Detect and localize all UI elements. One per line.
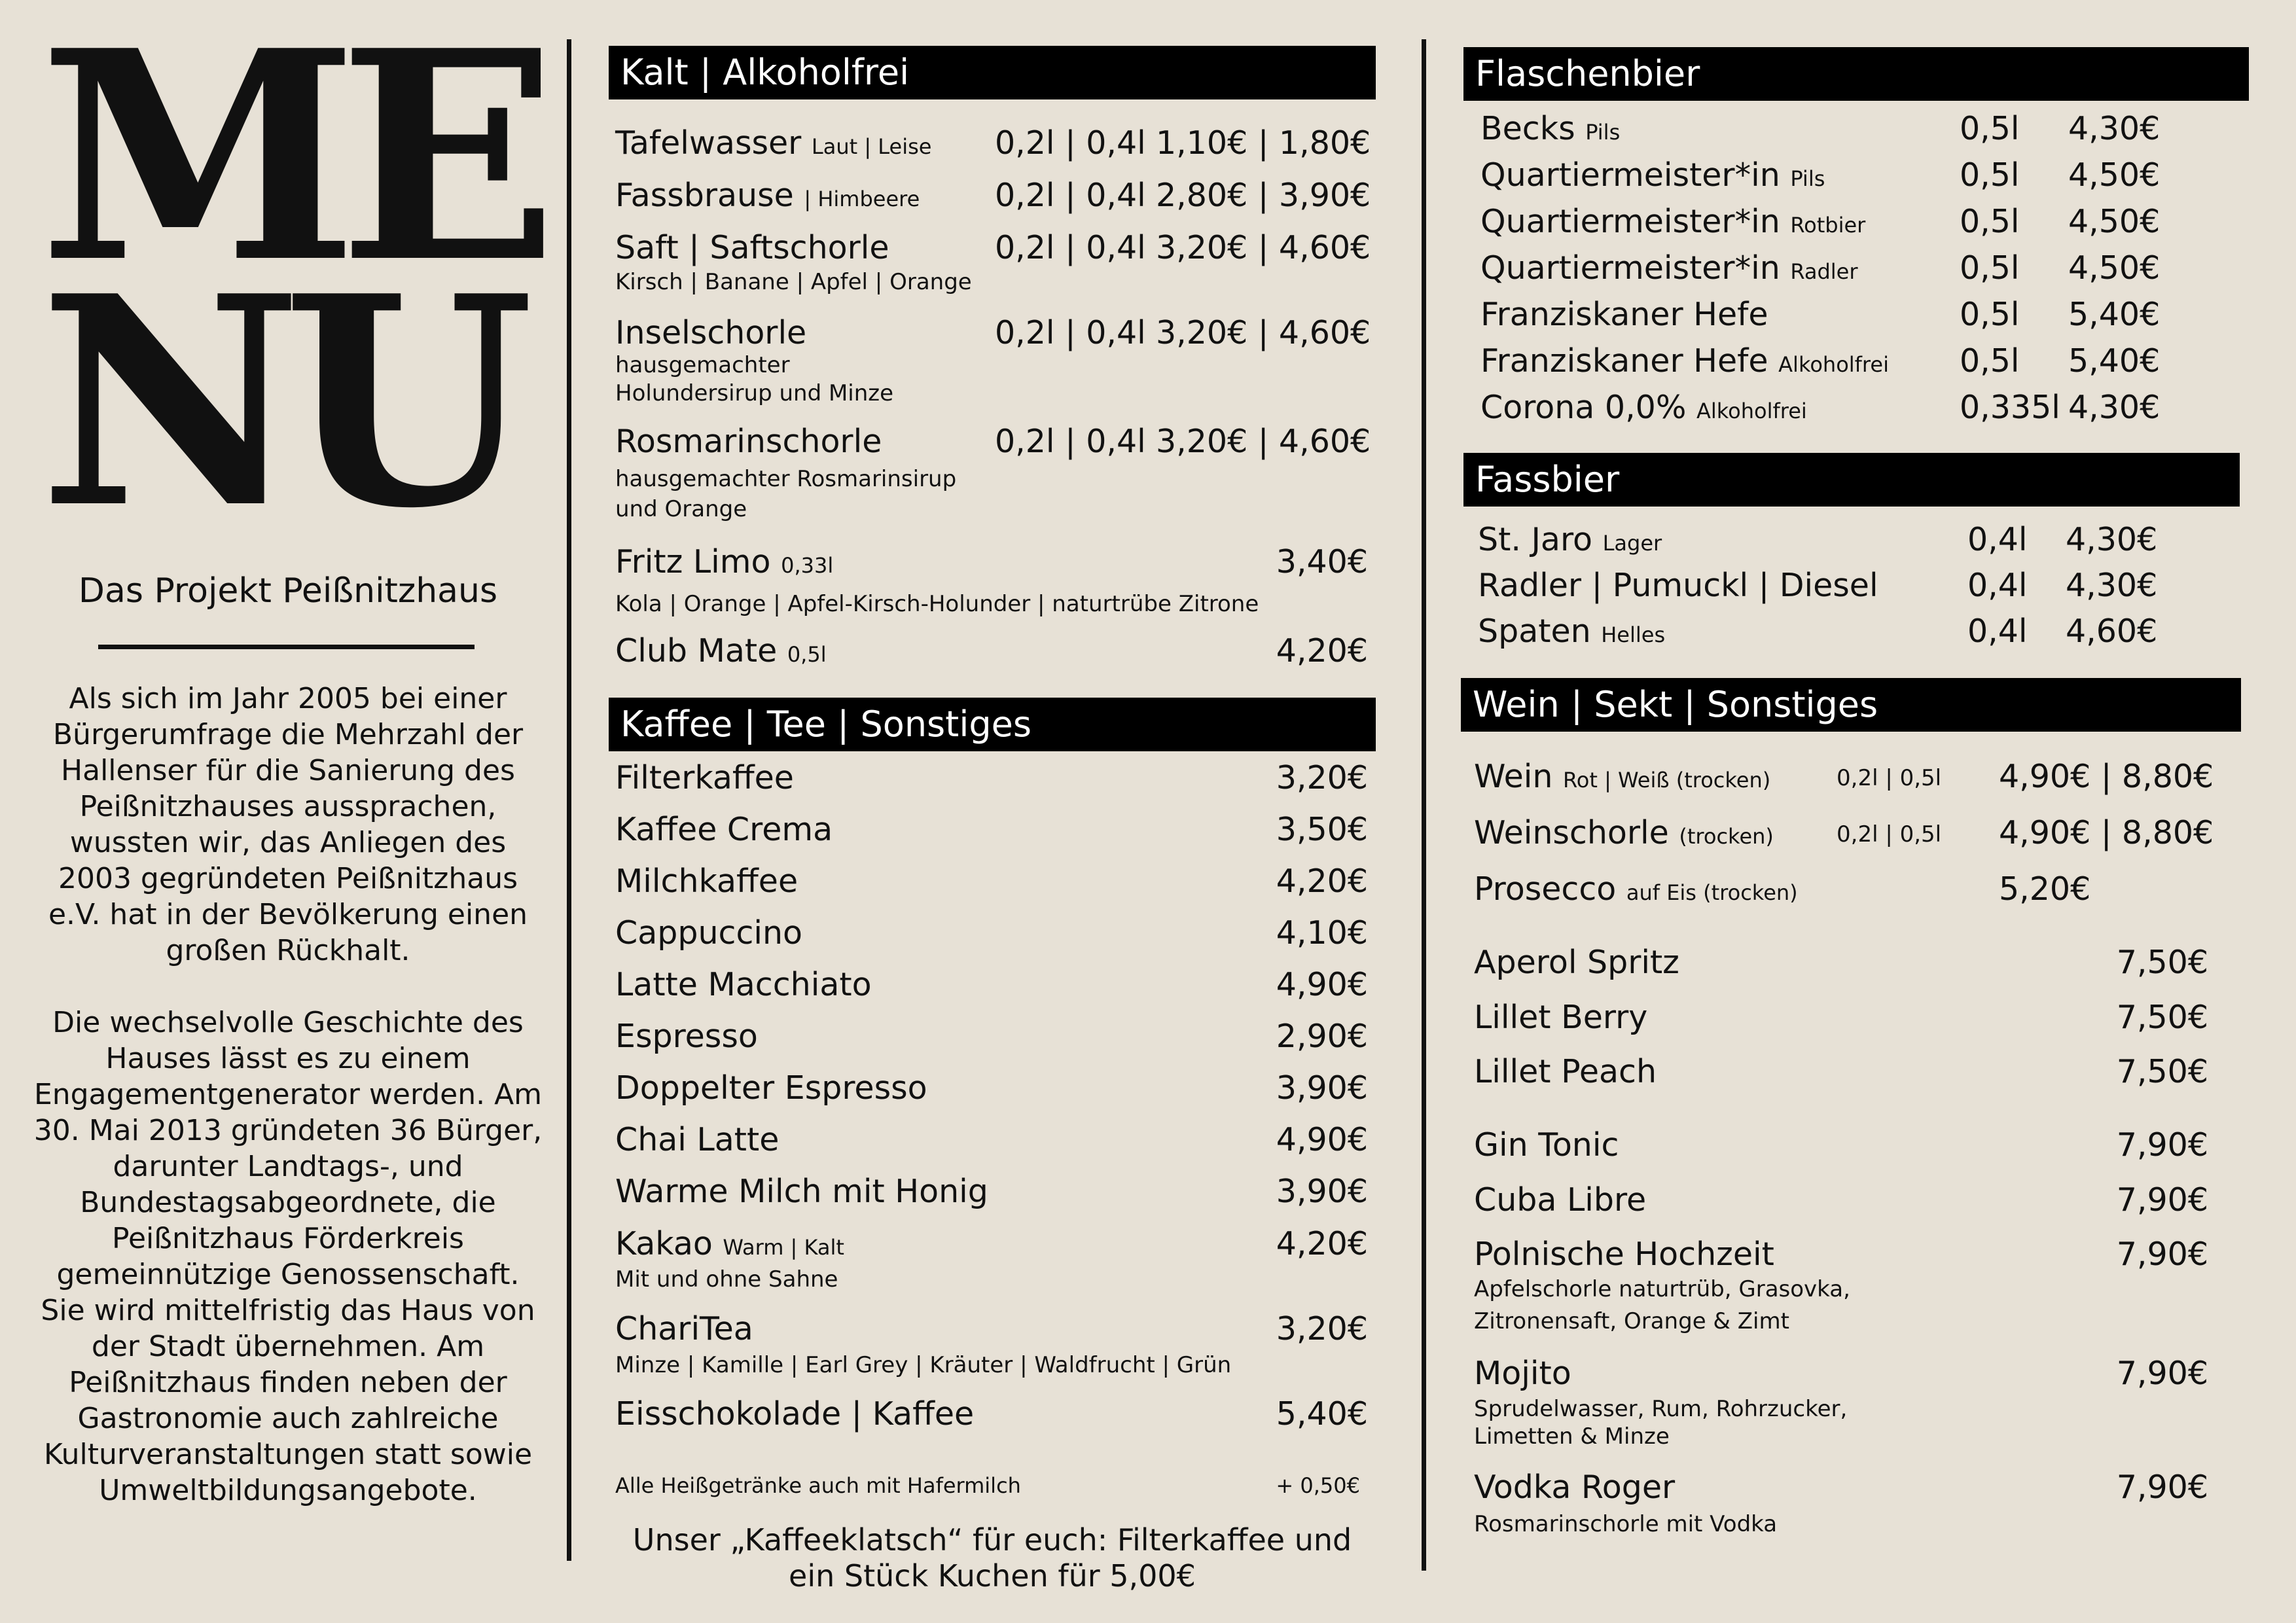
item-size: 0,5l (1960, 156, 2020, 194)
menu-item (1474, 870, 1798, 908)
menu-item (615, 1225, 844, 1262)
item-size: 0,2l | 0,5l (1837, 765, 1942, 791)
item-size: 0,2l | 0,4l (995, 177, 1146, 214)
item-name: Spaten (1478, 613, 1591, 650)
item-note: Rot | Weiß (trocken) (1562, 768, 1771, 793)
item-size: 0,335l (1960, 389, 2060, 426)
item-name: Kakao (615, 1225, 713, 1262)
item-name: Prosecco (1474, 870, 1617, 908)
item-price: 4,50€ (2068, 249, 2161, 287)
section-heading-kalt: Kalt | Alkoholfrei (609, 46, 1376, 99)
item-name: Lillet Peach (1474, 1053, 1657, 1090)
item-size: 0,4l (1967, 521, 2028, 558)
item-note: Alkoholfrei (1696, 399, 1807, 423)
item-description: Sprudelwasser, Rum, Rohrzucker, (1474, 1396, 1848, 1422)
item-price: 3,50€ (1276, 811, 1368, 848)
item-price: 4,20€ (1276, 632, 1368, 669)
menu-item (1480, 205, 1865, 238)
item-name: Becks (1480, 110, 1575, 147)
menu-item (615, 124, 932, 162)
item-size: 0,5l (1960, 249, 2020, 287)
item-note: Pils (1585, 120, 1621, 145)
intro-paragraph-1: Als sich im Jahr 2005 bei einer Bürgerumfrage die Mehrzahl der Hallenser für die Sanierung des Peißnitzhauses aussprachen, wussten wir, das Anliegen des 2003 gegründeten Peißnitzhaus e.V. hat in der Bevölkerung einen großen Rückhalt. (48, 682, 528, 967)
item-name: Club Mate (615, 632, 778, 669)
item-name: Wein (1474, 758, 1553, 795)
item-name: Cuba Libre (1474, 1181, 1647, 1219)
section-heading-wein: Wein | Sekt | Sonstiges (1461, 678, 2241, 732)
item-size: 0,2l | 0,4l (995, 229, 1146, 266)
item-price: 4,50€ (2068, 203, 2161, 240)
item-description: Minze | Kamille | Earl Grey | Kräuter | Waldfrucht | Grün (615, 1352, 1232, 1378)
item-price: 4,90€ | 8,80€ (1999, 814, 2214, 851)
item-note: | Himbeere (804, 187, 920, 211)
menu-item (1480, 342, 1889, 380)
item-price: 2,80€ | 3,90€ (1156, 177, 1371, 214)
menu-item (1478, 521, 1662, 558)
menu-item (615, 632, 827, 669)
item-price: 7,90€ (2116, 1181, 2208, 1219)
item-price: 5,20€ (1999, 870, 2091, 908)
item-name: Warme Milch mit Honig (615, 1173, 988, 1210)
item-name: Aperol Spritz (1474, 944, 1679, 981)
item-name: Rosmarinschorle (615, 423, 882, 460)
item-note: auf Eis (trocken) (1626, 880, 1798, 905)
item-name: Gin Tonic (1474, 1126, 1619, 1164)
intro-divider (98, 645, 475, 649)
item-name: Quartiermeister*in (1480, 203, 1780, 240)
item-name: Tafelwasser (615, 124, 802, 162)
item-note: Radler (1790, 259, 1858, 284)
item-price: 7,50€ (2116, 1053, 2208, 1090)
item-size: 0,4l (1967, 613, 2028, 650)
menu-item (1478, 613, 1666, 650)
menu-item (1480, 110, 1621, 147)
item-price: 7,90€ (2116, 1469, 2208, 1506)
item-price: 5,40€ (2068, 342, 2161, 380)
item-name: Saft | Saftschorle (615, 229, 889, 266)
item-price: 7,90€ (2116, 1236, 2208, 1273)
promo-line-1: Unser „Kaffeeklatsch“ für euch: Filterkaffee und (632, 1522, 1352, 1558)
item-size: 0,2l | 0,4l (995, 314, 1146, 351)
column-divider-right (1422, 39, 1426, 1571)
item-price: 7,50€ (2116, 944, 2208, 981)
item-price: 3,90€ (1276, 1069, 1368, 1107)
item-note: Helles (1601, 622, 1666, 647)
item-note: Rotbier (1790, 213, 1866, 238)
item-price: 4,30€ (2068, 389, 2161, 426)
item-name: Kaffee Crema (615, 811, 833, 848)
item-name: Inselschorle (615, 314, 807, 351)
item-note: Lager (1602, 531, 1662, 556)
item-price: 3,20€ (1276, 759, 1368, 796)
item-name: Chai Latte (615, 1121, 780, 1158)
item-size: 0,5l (1960, 296, 2020, 333)
item-note: Laut | Leise (811, 134, 932, 159)
section-heading-fassbier: Fassbier (1463, 453, 2240, 507)
item-size: 0,5l (1960, 110, 2020, 147)
item-price: 5,40€ (2068, 296, 2161, 333)
item-description: und Orange (615, 496, 747, 522)
menu-item (615, 543, 834, 580)
item-name: Latte Macchiato (615, 966, 872, 1003)
item-price: 3,40€ (1276, 543, 1368, 580)
item-name: Quartiermeister*in (1480, 249, 1780, 287)
item-name: Milchkaffee (615, 863, 798, 900)
item-price: 4,60€ (2066, 613, 2158, 650)
item-description: hausgemachter (615, 352, 790, 378)
oat-milk-price: + 0,50€ (1276, 1473, 1360, 1498)
item-price: 7,90€ (2116, 1126, 2208, 1164)
item-price: 4,30€ (2066, 567, 2158, 604)
item-price: 4,90€ (1276, 966, 1368, 1003)
item-name: Doppelter Espresso (615, 1069, 927, 1107)
oat-milk-note: Alle Heißgetränke auch mit Hafermilch (615, 1473, 1021, 1498)
item-note: Pils (1790, 166, 1825, 191)
item-size: 0,2l | 0,4l (995, 124, 1146, 162)
menu-item (615, 177, 920, 214)
item-note: (trocken) (1679, 824, 1774, 849)
item-description: Limetten & Minze (1474, 1423, 1670, 1450)
item-name: Polnische Hochzeit (1474, 1236, 1774, 1273)
item-name: Franziskaner Hefe (1480, 342, 1768, 380)
intro-story (33, 681, 543, 1544)
item-price: 4,90€ | 8,80€ (1999, 758, 2214, 795)
item-price: 4,20€ (1276, 863, 1368, 900)
item-price: 4,30€ (2068, 110, 2161, 147)
item-name: Filterkaffee (615, 759, 794, 796)
item-price: 3,90€ (1276, 1173, 1368, 1210)
item-name: St. Jaro (1478, 521, 1592, 558)
item-note: Warm | Kalt (723, 1235, 844, 1260)
item-name: Weinschorle (1474, 814, 1669, 851)
item-description: Kola | Orange | Apfel-Kirsch-Holunder | naturtrübe Zitrone (615, 591, 1259, 617)
item-price: 1,10€ | 1,80€ (1156, 124, 1371, 162)
item-name: Franziskaner Hefe (1480, 296, 1768, 333)
item-note: Alkoholfrei (1778, 352, 1889, 377)
item-price: 3,20€ | 4,60€ (1156, 314, 1371, 351)
item-note: 0,5l (787, 642, 827, 667)
item-note: 0,33l (781, 553, 834, 578)
item-name: Fritz Limo (615, 543, 771, 580)
item-size: 0,5l (1960, 342, 2020, 380)
item-description: Apfelschorle naturtrüb, Grasovka, (1474, 1276, 1850, 1302)
item-price: 7,90€ (2116, 1355, 2208, 1392)
item-description: Rosmarinschorle mit Vodka (1474, 1511, 1778, 1537)
item-name: Mojito (1474, 1355, 1571, 1392)
item-size: 0,2l | 0,4l (995, 423, 1146, 460)
item-description: Zitronensaft, Orange & Zimt (1474, 1308, 1789, 1334)
section-heading-kaffee: Kaffee | Tee | Sonstiges (609, 698, 1376, 751)
menu-item (1480, 249, 1858, 287)
item-price: 4,50€ (2068, 156, 2161, 194)
item-price: 4,30€ (2066, 521, 2158, 558)
item-description: Kirsch | Banane | Apfel | Orange (615, 269, 972, 295)
item-name: Vodka Roger (1474, 1469, 1676, 1506)
item-price: 4,90€ (1276, 1121, 1368, 1158)
item-name: Cappuccino (615, 914, 803, 952)
item-size: 0,2l | 0,5l (1837, 821, 1942, 847)
item-description: hausgemachter Rosmarinsirup (615, 466, 957, 492)
item-price: 2,90€ (1276, 1018, 1368, 1055)
section-heading-flaschenbier: Flaschenbier (1463, 47, 2249, 101)
menu-item (1474, 760, 1770, 793)
item-name: Eisschokolade | Kaffee (615, 1395, 975, 1433)
item-name: Espresso (615, 1018, 758, 1055)
item-price: 5,40€ (1276, 1395, 1368, 1433)
menu-item (1480, 389, 1807, 426)
item-name: Fassbrause (615, 177, 794, 214)
menu-item (1474, 814, 1774, 851)
item-price: 3,20€ | 4,60€ (1156, 423, 1371, 460)
item-description: Mit und ohne Sahne (615, 1266, 838, 1293)
item-price: 3,20€ | 4,60€ (1156, 229, 1371, 266)
item-description: Holundersirup und Minze (615, 380, 894, 406)
item-price: 7,50€ (2116, 999, 2208, 1036)
promo-line-2: ein Stück Kuchen für 5,00€ (789, 1558, 1196, 1594)
item-name: Radler | Pumuckl | Diesel (1478, 567, 1878, 604)
item-name: Quartiermeister*in (1480, 156, 1780, 194)
column-divider-left (567, 39, 571, 1561)
menu-logo-line2: NU (39, 233, 514, 571)
menu-item (1480, 156, 1825, 194)
item-name: Lillet Berry (1474, 999, 1648, 1036)
item-size: 0,5l (1960, 203, 2020, 240)
menu-logo-line1: ME (39, 0, 539, 326)
intro-title: Das Projekt Peißnitzhaus (78, 571, 498, 611)
item-price: 3,20€ (1276, 1310, 1368, 1347)
intro-paragraph-2: Die wechselvolle Geschichte des Hauses lässt es zu einem Engagementgenerator werden. Am 30. Mai 2013 gründeten 36 Bürger, darunter Landtags-, und Bundestagsabgeordnete, die Peißnitzhaus Förderkreis gemeinnützige Genossenschaft. Sie wird mittelfristig das Haus von der Stadt übernehmen. Am Peißnitzhaus finden neben der Gastronomie auch zahlreiche Kulturveranstaltungen statt sowie Umweltbildungsangebote. (33, 1006, 543, 1507)
item-name: ChariTea (615, 1310, 753, 1347)
item-price: 4,20€ (1276, 1225, 1368, 1262)
item-name: Corona 0,0% (1480, 389, 1687, 426)
item-price: 4,10€ (1276, 914, 1368, 952)
item-size: 0,4l (1967, 567, 2028, 604)
